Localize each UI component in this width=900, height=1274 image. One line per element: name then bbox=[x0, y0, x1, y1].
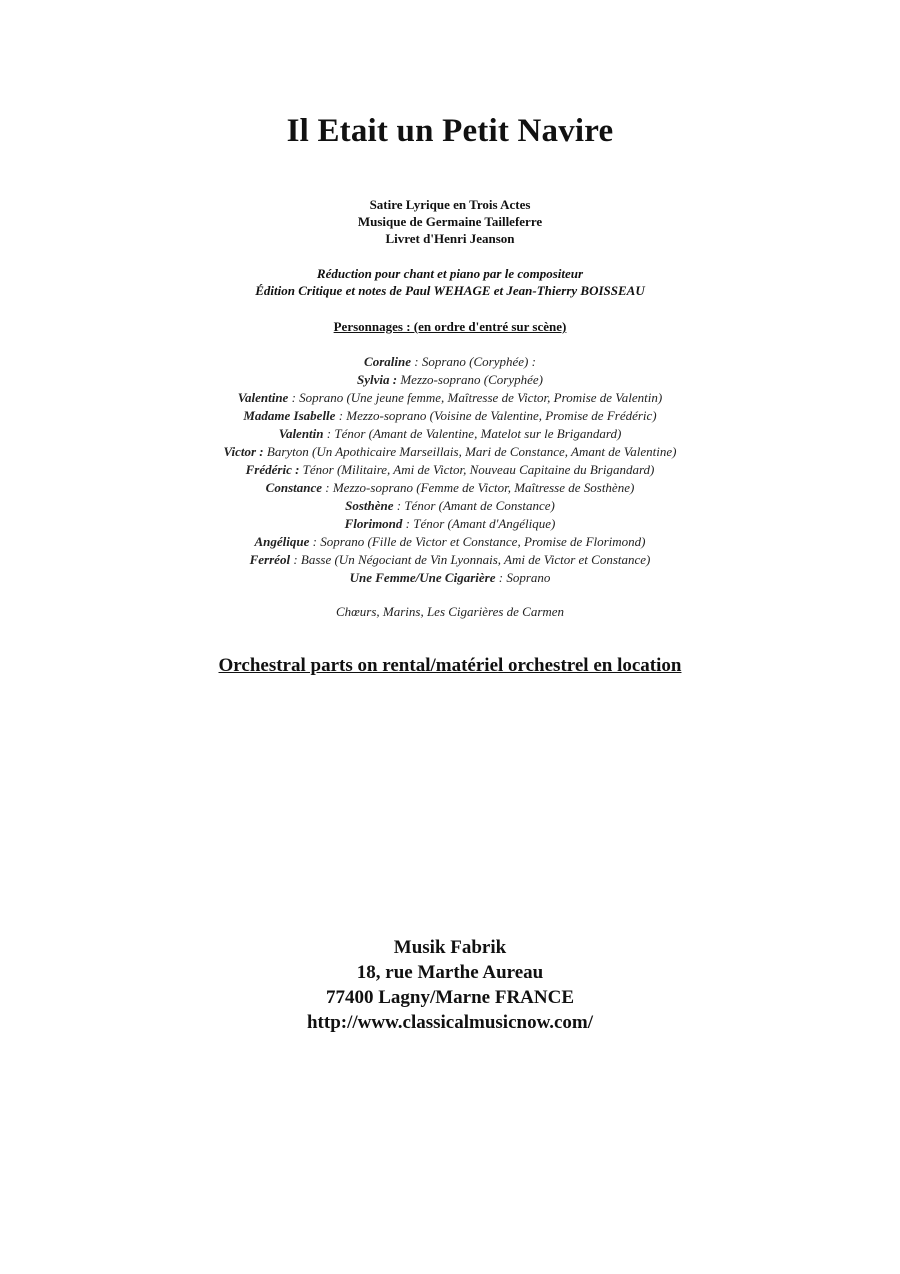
cast-name: Coraline bbox=[364, 354, 412, 369]
cast-desc: Baryton (Un Apothicaire Marseillais, Mari de Constance, Amant de Valentine) bbox=[263, 444, 677, 459]
cast-desc: : Soprano (Une jeune femme, Maîtresse de Victor, Promise de Valentin) bbox=[288, 390, 663, 405]
cast-name: Sylvia : bbox=[357, 372, 398, 387]
cast-item bbox=[0, 407, 900, 425]
cast-name: Une Femme/Une Cigarière bbox=[349, 570, 496, 585]
cast-desc: : Basse (Un Négociant de Vin Lyonnais, Ami de Victor et Constance) bbox=[290, 552, 651, 567]
cast-item bbox=[0, 569, 900, 587]
cast-item bbox=[0, 443, 900, 461]
cast-name: Constance bbox=[265, 480, 323, 495]
publisher-city: 77400 Lagny/Marne FRANCE bbox=[325, 987, 575, 1008]
cast-item bbox=[0, 353, 900, 371]
cast-desc: : Soprano (Fille de Victor et Constance, Promise de Florimond) bbox=[309, 534, 646, 549]
cast-item bbox=[0, 389, 900, 407]
cast-name: Angélique bbox=[254, 534, 310, 549]
cast-item bbox=[0, 497, 900, 515]
work-description bbox=[0, 196, 900, 247]
publisher-website: http://www.classicalmusicnow.com/ bbox=[306, 1012, 594, 1033]
cast-desc: Ténor (Militaire, Ami de Victor, Nouveau Capitaine du Brigandard) bbox=[299, 462, 655, 477]
cast-name: Valentine bbox=[237, 390, 289, 405]
publisher-street: 18, rue Marthe Aureau bbox=[356, 962, 544, 983]
critical-edition-line: Édition Critique et notes de Paul WEHAGE et Jean-Thierry BOISSEAU bbox=[255, 283, 645, 298]
choirs-line: Chœurs, Marins, Les Cigarières de Carmen bbox=[335, 604, 565, 619]
cast-desc: Mezzo-soprano (Coryphée) bbox=[397, 372, 543, 387]
rental-notice: Orchestral parts on rental/matériel orchestrel en location bbox=[218, 655, 682, 676]
cast-desc: : Ténor (Amant de Valentine, Matelot sur le Brigandard) bbox=[323, 426, 622, 441]
cast-item bbox=[0, 371, 900, 389]
genre-line: Satire Lyrique en Trois Actes bbox=[369, 197, 531, 212]
edition-info bbox=[0, 265, 900, 299]
cast-desc: : Soprano bbox=[495, 570, 551, 585]
cast-desc: : Ténor (Amant d'Angélique) bbox=[402, 516, 556, 531]
cast-name: Florimond bbox=[344, 516, 403, 531]
page-title: Il Etait un Petit Navire bbox=[286, 113, 614, 149]
cast-item bbox=[0, 425, 900, 443]
composer-line: Musique de Germaine Tailleferre bbox=[357, 214, 543, 229]
cast-item bbox=[0, 551, 900, 569]
librettist-line: Livret d'Henri Jeanson bbox=[385, 231, 515, 246]
reduction-line: Réduction pour chant et piano par le compositeur bbox=[316, 266, 584, 281]
cast-desc: : Soprano (Coryphée) : bbox=[411, 354, 536, 369]
publisher-name: Musik Fabrik bbox=[393, 937, 507, 958]
cast-name: Frédéric : bbox=[245, 462, 300, 477]
cast-desc: : Mezzo-soprano (Voisine de Valentine, Promise de Frédéric) bbox=[335, 408, 657, 423]
cast-name: Madame Isabelle bbox=[243, 408, 336, 423]
cast-item bbox=[0, 515, 900, 533]
cast-name: Victor : bbox=[223, 444, 264, 459]
cast-desc: : Mezzo-soprano (Femme de Victor, Maîtresse de Sosthène) bbox=[322, 480, 635, 495]
cast-name: Ferréol bbox=[249, 552, 291, 567]
cast-name: Valentin bbox=[278, 426, 324, 441]
cast-item bbox=[0, 461, 900, 479]
cast-list bbox=[0, 353, 900, 587]
cast-item bbox=[0, 533, 900, 551]
cast-item bbox=[0, 479, 900, 497]
publisher-address bbox=[0, 935, 900, 1035]
cast-desc: : Ténor (Amant de Constance) bbox=[393, 498, 555, 513]
cast-name: Sosthène bbox=[345, 498, 394, 513]
personnages-heading: Personnages : (en ordre d'entré sur scène) bbox=[333, 319, 567, 334]
